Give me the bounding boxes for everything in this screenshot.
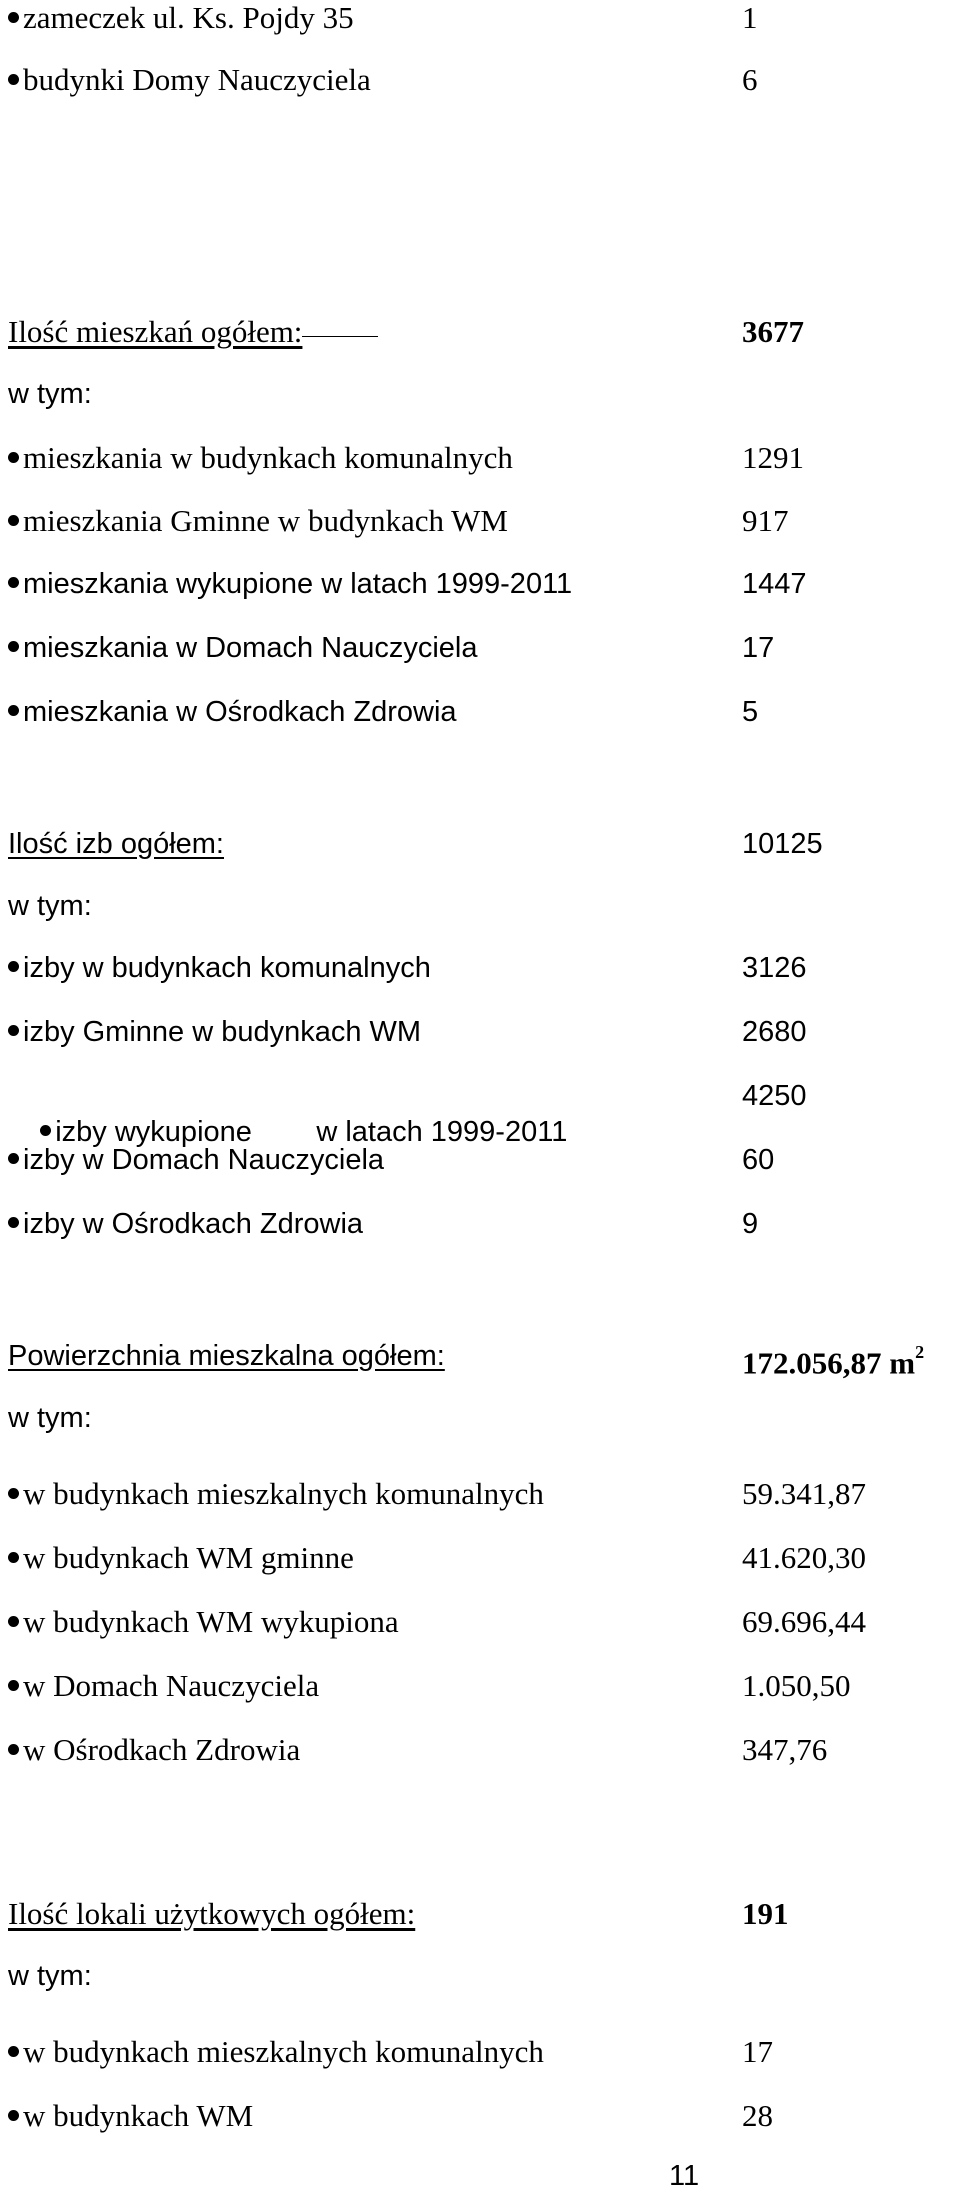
item-label: w budynkach WM: [23, 2098, 254, 2133]
item-label: w budynkach mieszkalnych komunalnych: [23, 1476, 544, 1511]
item-value: 60: [742, 1144, 775, 1176]
bullet-icon: [8, 1552, 19, 1563]
list-item: [8, 1476, 544, 1512]
bullet-icon: [8, 2046, 19, 2057]
list-item: [8, 630, 478, 666]
item-label: mieszkania Gminne w budynkach WM: [23, 503, 508, 538]
item-label: zameczek ul. Ks. Pojdy 35: [23, 0, 354, 35]
bullet-icon: [40, 1125, 51, 1136]
item-label: w budynkach mieszkalnych komunalnych: [23, 2034, 544, 2069]
section-total: 10125: [742, 828, 823, 860]
bullet-icon: [8, 705, 19, 716]
bullet-icon: [8, 1744, 19, 1755]
item-value: 4250: [742, 1080, 807, 1112]
w-tym-label: w tym:: [8, 378, 92, 410]
item-value: 1: [742, 0, 758, 35]
item-label: w Domach Nauczyciela: [23, 1668, 320, 1703]
section-title: Ilość mieszkań ogółem:: [8, 314, 303, 349]
section-title: Ilość izb ogółem:: [8, 828, 224, 860]
section-title: Ilość lokali użytkowych ogółem:: [8, 1896, 416, 1931]
list-item: [8, 440, 513, 476]
section-title: Powierzchnia mieszkalna ogółem:: [8, 1340, 445, 1372]
bullet-icon: [8, 577, 19, 588]
list-item: [8, 1540, 354, 1576]
bullet-icon: [8, 1680, 19, 1691]
item-label: w budynkach WM wykupiona: [23, 1604, 399, 1639]
section-total: 191: [742, 1896, 789, 1931]
w-tym-label: w tym:: [8, 1402, 92, 1434]
item-label: w budynkach WM gminne: [23, 1540, 354, 1575]
item-value: 5: [742, 696, 759, 728]
w-tym-label: w tym:: [8, 1960, 92, 1992]
item-value: 1447: [742, 568, 807, 600]
underline-extension: [302, 336, 378, 337]
list-item: [8, 1604, 399, 1640]
list-item: [8, 62, 371, 98]
area-total-value: 172.056,87 m: [742, 1345, 916, 1381]
section-title-rooms: [8, 826, 224, 862]
list-item: [8, 2034, 544, 2070]
section-total: [742, 1338, 924, 1381]
item-label: mieszkania w Domach Nauczyciela: [23, 632, 478, 664]
bullet-icon: [8, 961, 19, 972]
list-item: [8, 1668, 319, 1704]
bullet-icon: [8, 1616, 19, 1627]
item-value: 59.341,87: [742, 1476, 866, 1511]
page-number: 11: [669, 2160, 700, 2192]
list-item: [8, 1014, 421, 1050]
item-label: izby Gminne w budynkach WM: [23, 1016, 422, 1048]
list-item: [8, 0, 354, 36]
unit-superscript: 2: [915, 1342, 925, 1362]
item-value: 1.050,50: [742, 1668, 851, 1703]
item-value: 41.620,30: [742, 1540, 866, 1575]
bullet-icon: [8, 641, 19, 652]
item-label: mieszkania w budynkach komunalnych: [23, 440, 513, 475]
item-label: budynki Domy Nauczyciela: [23, 62, 371, 97]
bullet-icon: [8, 1153, 19, 1164]
bullet-icon: [8, 452, 19, 463]
bullet-icon: [8, 1217, 19, 1228]
bullet-icon: [8, 1025, 19, 1036]
item-value: 347,76: [742, 1732, 828, 1767]
bullet-icon: [8, 12, 19, 23]
list-item: [8, 694, 457, 730]
list-item: [8, 950, 431, 986]
bullet-icon: [8, 74, 19, 85]
item-label: izby w Domach Nauczyciela: [23, 1144, 385, 1176]
item-label: izby wykupione w latach 1999-2011: [55, 1116, 568, 1148]
item-label: izby w Ośrodkach Zdrowia: [23, 1208, 364, 1240]
item-value: 3126: [742, 952, 807, 984]
item-value: 17: [742, 2034, 773, 2069]
item-value: 6: [742, 62, 758, 97]
item-value: 9: [742, 1208, 759, 1240]
section-total: 3677: [742, 314, 804, 349]
item-label: mieszkania w Ośrodkach Zdrowia: [23, 696, 457, 728]
w-tym-label: w tym:: [8, 890, 92, 922]
item-value: 28: [742, 2098, 773, 2133]
bullet-icon: [8, 2110, 19, 2121]
item-value: 17: [742, 632, 775, 664]
list-item: [8, 2098, 253, 2134]
item-value: 1291: [742, 440, 804, 475]
bullet-icon: [8, 515, 19, 526]
item-label: w Ośrodkach Zdrowia: [23, 1732, 301, 1767]
list-item: [8, 566, 572, 602]
list-item: [8, 503, 508, 539]
item-value: 917: [742, 503, 789, 538]
section-title-area: [8, 1338, 445, 1374]
list-item: [8, 1206, 363, 1242]
list-item: [8, 1142, 384, 1178]
item-value: 2680: [742, 1016, 807, 1048]
list-item: [8, 1732, 300, 1768]
item-label: izby w budynkach komunalnych: [23, 952, 431, 984]
section-title-apartments: [8, 314, 378, 350]
section-title-commercial: [8, 1896, 415, 1932]
item-value: 69.696,44: [742, 1604, 866, 1639]
bullet-icon: [8, 1488, 19, 1499]
item-label: mieszkania wykupione w latach 1999-2011: [23, 568, 573, 600]
